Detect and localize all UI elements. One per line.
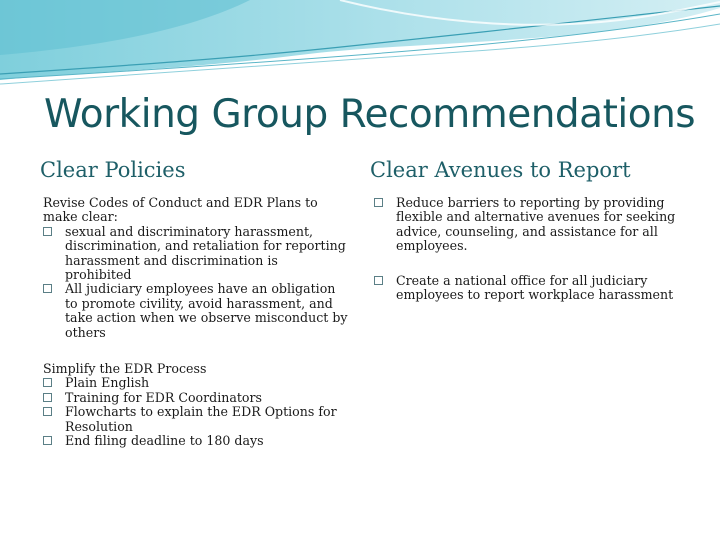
list-item-text: Reduce barriers to reporting by providing flexible and alternative avenues for seeking advice, counseling, and assistance for all employees. xyxy=(396,195,676,254)
left-column xyxy=(43,196,348,449)
list-item xyxy=(374,196,684,254)
checkbox-bullet-icon xyxy=(43,227,52,236)
checkbox-bullet-icon xyxy=(374,198,383,207)
list-item-text: sexual and discriminatory harassment, discrimination, and retaliation for reporting harassment and discrimination is prohibited xyxy=(65,223,346,283)
checkbox-bullet-icon xyxy=(374,276,383,285)
spacer xyxy=(43,340,348,362)
checkbox-bullet-icon xyxy=(43,378,52,387)
list-item xyxy=(374,274,684,303)
checkbox-bullet-icon xyxy=(43,407,52,416)
left-intro2-text: Simplify the EDR Process xyxy=(43,361,207,377)
list-item xyxy=(43,225,348,283)
checkbox-bullet-icon xyxy=(43,393,52,402)
list-item xyxy=(43,376,348,390)
list-item xyxy=(43,391,348,405)
list-item-text: End filing deadline to 180 days xyxy=(65,433,264,449)
right-column xyxy=(374,196,684,302)
list-item xyxy=(43,405,348,434)
list-item-text: Create a national office for all judiciary employees to report workplace harassment xyxy=(396,272,674,303)
spacer xyxy=(374,254,684,274)
list-item-text: Plain English xyxy=(65,375,150,391)
checkbox-bullet-icon xyxy=(43,284,52,293)
left-intro-text: Revise Codes of Conduct and EDR Plans to make clear: xyxy=(43,195,318,225)
page-title: Working Group Recommendations xyxy=(44,92,696,137)
list-item xyxy=(43,282,348,340)
list-item xyxy=(43,434,348,448)
left-column-heading: Clear Policies xyxy=(40,158,186,182)
checkbox-bullet-icon xyxy=(43,436,52,445)
list-item-text: Training for EDR Coordinators xyxy=(65,389,262,405)
list-item-text: All judiciary employees have an obligation to promote civility, avoid harassment, and take action when we observe misconduct by others xyxy=(65,281,348,340)
right-column-heading: Clear Avenues to Report xyxy=(370,158,631,182)
header-wave-decoration xyxy=(0,0,720,95)
list-item-text: Flowcharts to explain the EDR Options for Resolution xyxy=(65,404,337,434)
